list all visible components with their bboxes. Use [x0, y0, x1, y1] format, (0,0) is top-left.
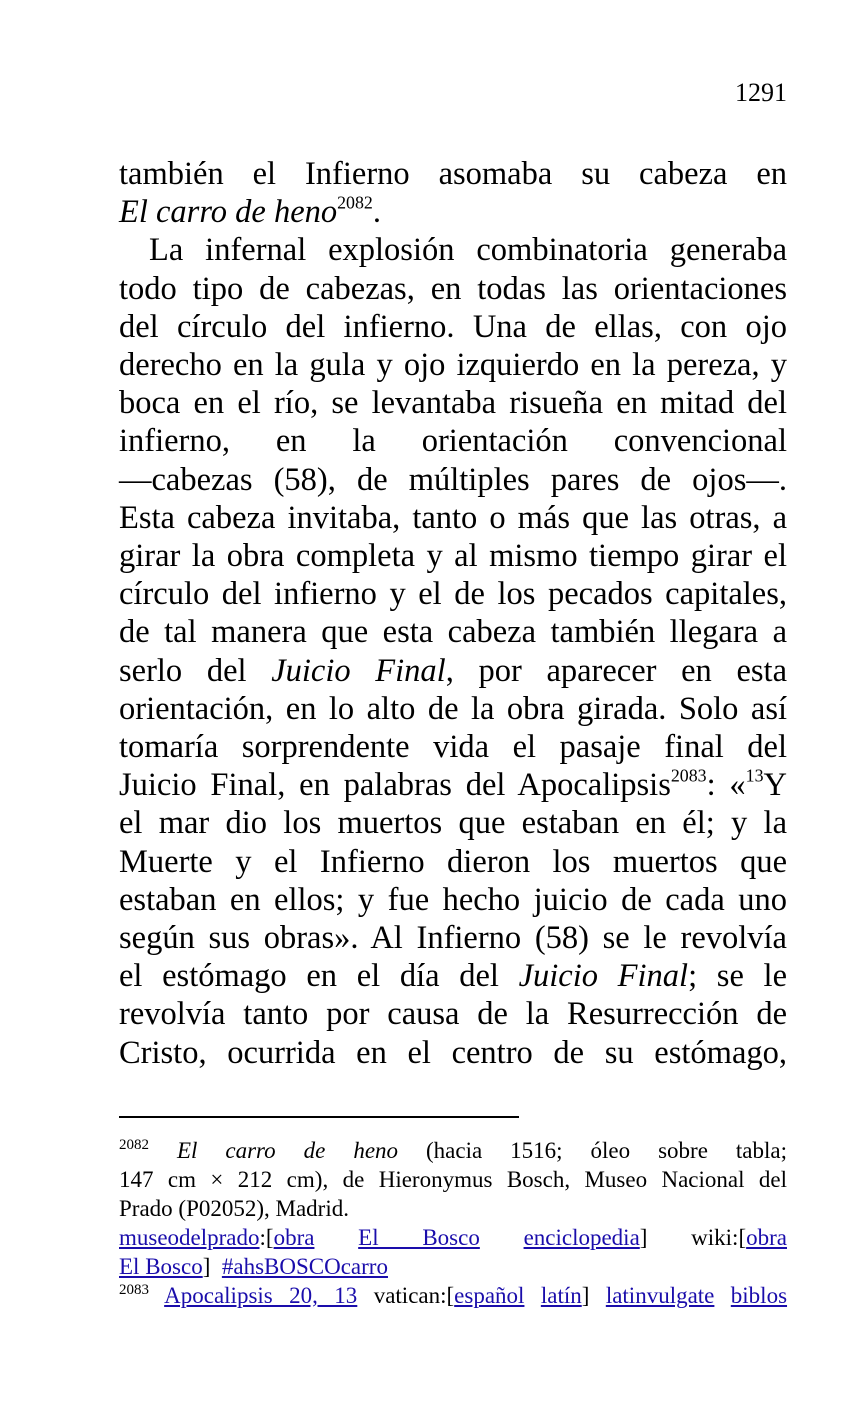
text-line: el mar dio los muertos que estaban en él; y la — [119, 805, 787, 842]
text-line: Muerte y el Infierno dieron los muertos que — [119, 843, 787, 880]
text-line: también el Infierno asomaba su cabeza en — [119, 156, 787, 192]
footnote-2082-line: Prado (P02052), Madrid. — [119, 1196, 349, 1221]
text-line: serlo del Juicio Final, por aparecer en esta — [119, 652, 787, 689]
link-el-bosco[interactable]: El Bosco — [358, 1225, 480, 1250]
link-enciclopedia[interactable]: enciclopedia — [523, 1225, 640, 1250]
body-text — [119, 155, 787, 1072]
footnote-number: 2083 — [119, 1282, 149, 1298]
link-museodelprado[interactable]: museodelprado — [119, 1225, 260, 1250]
text-line: infierno, en la orientación convencional — [119, 423, 787, 460]
footnote-2082-line: $^{2082}$ El carro de heno (hacia 1516; óleo sobre tabla; — [119, 1137, 787, 1163]
text-line: derecho en la gula y ojo izquierdo en la pereza, y — [119, 347, 787, 384]
footnote-2082-line: 147 cm × 212 cm), de Hieronymus Bosch, Museo Nacional del — [119, 1167, 787, 1192]
text-line: el estómago en el día del Juicio Final; se le — [119, 958, 787, 995]
work-title: Juicio Final — [518, 958, 689, 995]
footnote-ref[interactable]: 2083 — [670, 765, 707, 786]
link-biblos[interactable]: biblos — [730, 1283, 788, 1308]
text-line: La infernal explosión combinatoria generaba — [149, 232, 787, 269]
work-title: Juicio Final — [271, 652, 446, 689]
page-number: 1291 — [735, 78, 787, 107]
footnote-2082-links: El Bosco] #ahsBOSCOcarro — [119, 1254, 388, 1279]
verse-number: 13 — [745, 765, 764, 786]
text-line: Juicio Final, en palabras del Apocalipsis$^{2083}$: «$^{13}$Y — [119, 765, 787, 804]
link-wiki-el-bosco[interactable]: El Bosco — [119, 1254, 203, 1279]
text-line: boca en el río, se levantaba risueña en mitad del — [119, 385, 787, 422]
footnote-ref[interactable]: 2082 — [337, 192, 373, 213]
link-latin[interactable]: latín — [540, 1283, 582, 1308]
text-line: —cabezas (58), de múltiples pares de ojos—. — [119, 461, 787, 498]
text-line: del círculo del infierno. Una de ellas, con ojo — [119, 308, 787, 345]
text-line: círculo del infierno y el de los pecados capitales, — [119, 576, 787, 613]
link-latinvulgate[interactable]: latinvulgate — [605, 1283, 715, 1308]
text-line: tomaría sorprendente vida el pasaje final del — [119, 729, 787, 766]
footnotes — [119, 1136, 787, 1310]
text-line: todo tipo de cabezas, en todas las orientaciones — [119, 270, 787, 307]
text-line: Cristo, ocurrida en el centro de su estómago, — [119, 1034, 787, 1071]
footnote-2083-line: $^{2083}$ Apocalipsis 20, 13 vatican:[español latín] latinvulgate biblos — [119, 1282, 788, 1308]
text-line: revolvía tanto por causa de la Resurrección de — [119, 996, 787, 1033]
text-line: El carro de heno$^{2082}$. — [119, 192, 381, 231]
text-line: girar la obra completa y al mismo tiempo girar el — [119, 538, 787, 575]
footnote-2082-links: museodelprado:[obra El Bosco enciclopedia] wiki:[obra — [119, 1225, 787, 1250]
footnote-separator — [119, 1116, 519, 1118]
text-line: estaban en ellos; y fue hecho juicio de cada uno — [119, 881, 787, 918]
work-title: El carro de heno — [176, 1138, 399, 1163]
link-wiki-obra[interactable]: obra — [746, 1225, 787, 1250]
text-line: según sus obras». Al Infierno (58) se le revolvía — [119, 920, 787, 957]
link-hashtag[interactable]: #ahsBOSCOcarro — [221, 1254, 388, 1279]
text-line: Esta cabeza invitaba, tanto o más que las otras, a — [119, 499, 787, 536]
text-line: de tal manera que esta cabeza también llegara a — [119, 614, 787, 651]
link-espanol[interactable]: español — [454, 1283, 525, 1308]
text-line: orientación, en lo alto de la obra girada. Solo así — [119, 690, 787, 727]
footnote-number: 2082 — [119, 1137, 149, 1153]
work-title: El carro de heno — [119, 194, 338, 231]
link-obra[interactable]: obra — [273, 1225, 315, 1250]
link-apocalipsis[interactable]: Apocalipsis 20, 13 — [164, 1283, 358, 1308]
